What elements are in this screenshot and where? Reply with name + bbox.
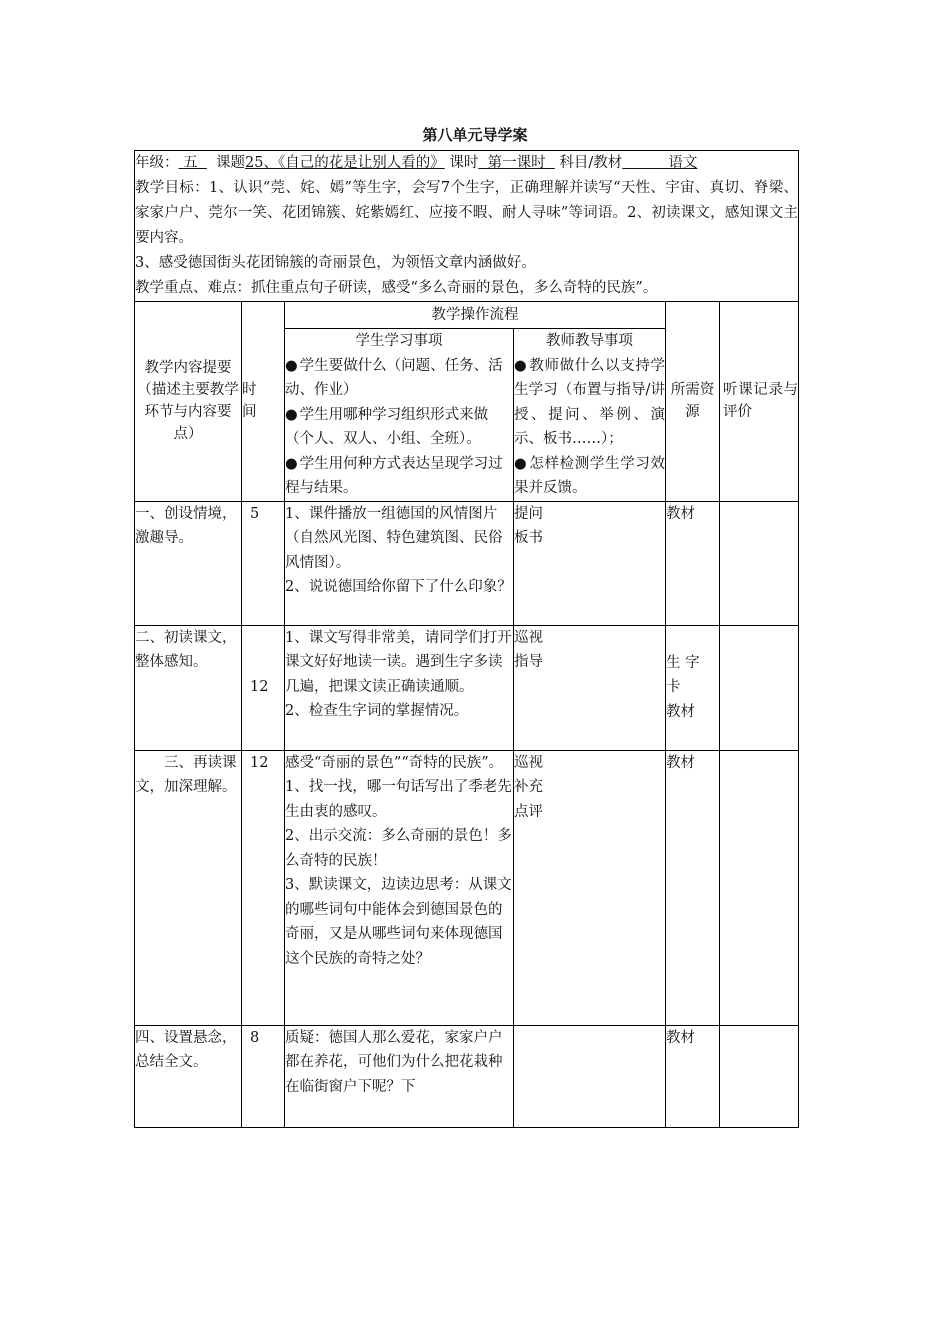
- bullet-icon: ●: [285, 455, 298, 472]
- teacher-cell: [514, 1025, 666, 1127]
- time-cell: 12: [242, 750, 285, 1025]
- grade-label: 年级：: [135, 155, 179, 171]
- notes-header: 听课记录与评价: [720, 302, 799, 502]
- header-line: [135, 151, 798, 176]
- bullet-icon: ●: [285, 406, 298, 423]
- time-cell: 5: [242, 501, 285, 625]
- bullet-icon: ●: [514, 455, 528, 472]
- bullet-icon: ●: [285, 357, 298, 374]
- table-row: [135, 750, 799, 1025]
- time-cell: 8: [242, 1025, 285, 1127]
- student-item: ● 学生要做什么（问题、任务、活动、作业）: [285, 357, 503, 398]
- column-header-row-1: [135, 302, 799, 329]
- student-cell: 质疑：德国人那么爱花，家家户户都在养花，可他们为什么把花栽种在临街窗户下呢？下: [285, 1025, 514, 1127]
- time-cell: 12: [242, 625, 285, 750]
- teacher-item: ● 怎样检测学生学习效果并反馈。: [514, 455, 666, 496]
- teacher-cell: 巡视 补充 点评: [514, 750, 666, 1025]
- student-cell: 1、课文写得非常美，请同学们打开课文好好地读一读。遇到生字多读几遍，把课文读正确读通顺。 2、检查生字词的掌握情况。: [285, 625, 514, 750]
- table-row: [135, 1025, 799, 1127]
- teacher-header-title: 教师教导事项: [546, 333, 633, 349]
- key-points: 教学重点、难点：抓住重点句子研读，感受“多么奇丽的景色，多么奇特的民族”。: [135, 280, 658, 296]
- stage-cell: 二、初读课文，整体感知。: [135, 625, 242, 750]
- lesson-label: 课题: [216, 155, 246, 171]
- teacher-header: [514, 329, 666, 502]
- student-header: [285, 329, 514, 502]
- bullet-icon: ●: [514, 357, 528, 374]
- stage-cell: 一、创设情境，激趣导。: [135, 501, 242, 625]
- period-label: 课时: [449, 155, 479, 171]
- student-item: ● 学生用哪种学习组织形式来做（个人、双人、小组、全班）。: [285, 406, 489, 447]
- teacher-cell: 巡视 指导: [514, 625, 666, 750]
- teaching-goal-3: 3、感受德国街头花团锦簇的奇丽景色，为领悟文章内涵做好。: [135, 255, 536, 271]
- table-row: [135, 501, 799, 625]
- time-header: 时间: [242, 302, 285, 502]
- grade-value: 五: [183, 155, 198, 171]
- teacher-cell: 提问 板书: [514, 501, 666, 625]
- teacher-item: ● 教师做什么以支持学生学习（布置与指导/讲授、提问、举例、演示、板书……）；: [514, 357, 666, 447]
- resources-cell: 教材: [666, 501, 720, 625]
- notes-cell: [720, 1025, 799, 1127]
- notes-cell: [720, 625, 799, 750]
- stage-cell: 四、设置悬念，总结全文。: [135, 1025, 242, 1127]
- flow-header: 教学操作流程: [285, 302, 666, 329]
- notes-cell: [720, 501, 799, 625]
- student-cell: 感受“奇丽的景色”“奇特的民族”。 1、找一找，哪一句话写出了季老先生由衷的感叹。 2、出示交流：多么奇丽的景色！多么奇特的民族！ 3、默读课文，边读边思考：从课文的哪些词句中能体会到德国景色的奇丽，又是从哪些词句来体现德国这个民族的奇特之处？: [285, 750, 514, 1025]
- content-header: 教学内容提要（描述主要教学环节与内容要点）: [135, 302, 242, 502]
- subject-value: 语文: [668, 155, 698, 171]
- period-value: 第一课时: [487, 155, 546, 171]
- table-row: [135, 625, 799, 750]
- resources-cell: 教材: [666, 1025, 720, 1127]
- student-header-title: 学生学习事项: [355, 333, 443, 349]
- resources-cell: 教材: [666, 750, 720, 1025]
- stage-cell: 三、再读课文，加深理解。: [135, 750, 242, 1025]
- info-row: [135, 151, 799, 302]
- student-cell: 1、课件播放一组德国的风情图片（自然风光图、特色建筑图、民俗风情图）。 2、说说德国给你留下了什么印象？: [285, 501, 514, 625]
- notes-cell: [720, 750, 799, 1025]
- resources-cell: 生 字 卡 教材: [666, 625, 720, 750]
- lesson-value: 25、《自己的花是让别人看的》: [245, 155, 445, 171]
- subject-label: 科目/教材: [559, 155, 623, 171]
- resources-header: 所需资源: [666, 302, 720, 502]
- page-title: 第八单元导学案: [422, 126, 528, 144]
- lesson-plan-table: [134, 150, 799, 1128]
- teaching-goals: 教学目标：1、认识“莞、姹、嫣”等生字，会写7个生字，正确理解并读写“天性、宇宙、真切、脊梁、家家户户、莞尔一笑、花团锦簇、姹紫嫣红、应接不暇、耐人寻味”等词语。2、初读课文，感知课文主要内容。: [135, 180, 799, 246]
- student-item: ● 学生用何种方式表达呈现学习过程与结果。: [285, 455, 503, 496]
